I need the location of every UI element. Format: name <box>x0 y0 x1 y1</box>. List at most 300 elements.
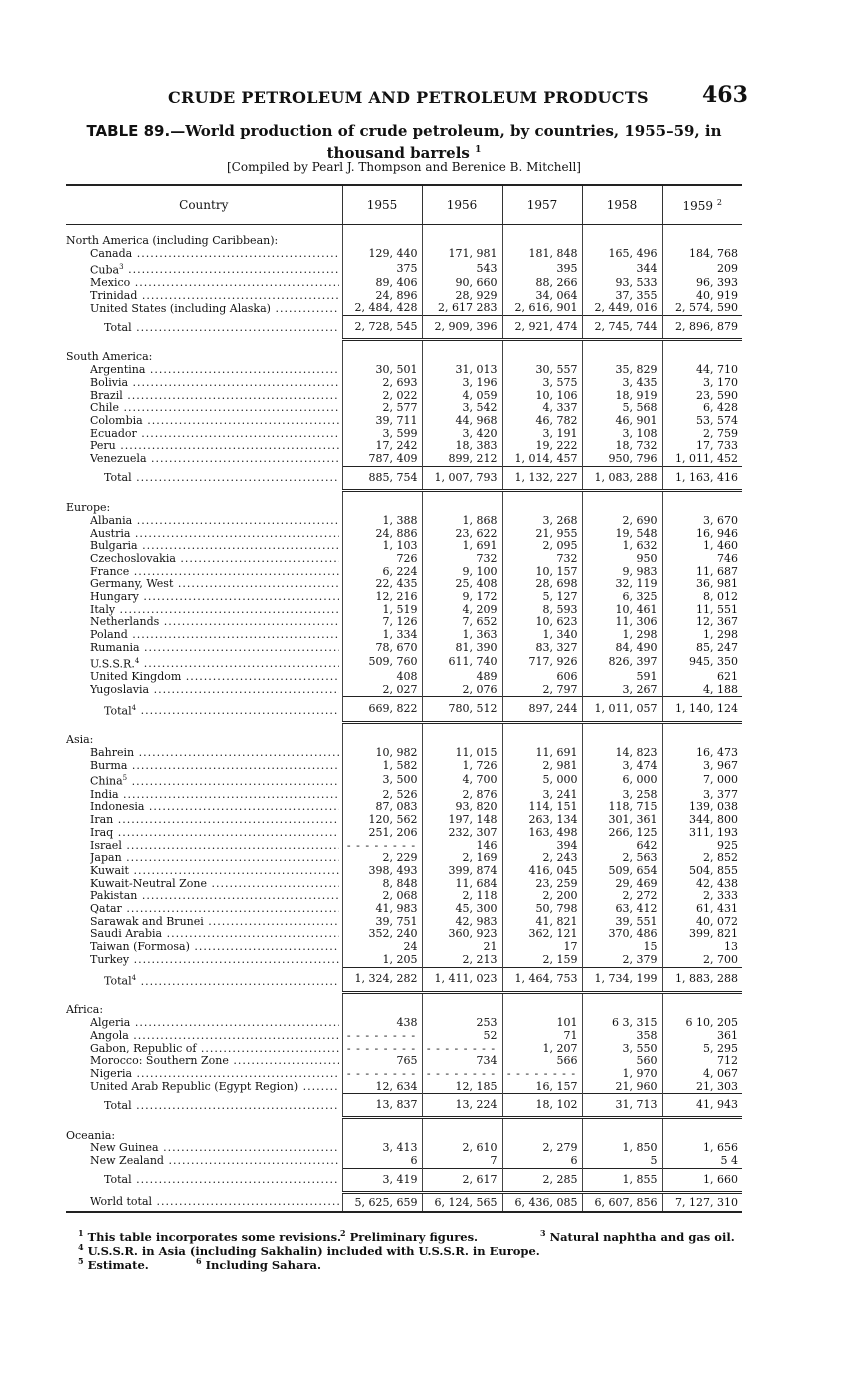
country-name: Venezuela <box>90 453 147 466</box>
group-heading: Africa: <box>66 1004 104 1017</box>
total-row <box>66 1094 742 1118</box>
value-cell: 50, 798 <box>502 903 582 916</box>
value-cell: 2, 759 <box>662 428 742 441</box>
world-total-value: 6, 436, 085 <box>502 1192 582 1212</box>
country-name: China <box>90 775 123 789</box>
table-row <box>66 377 742 390</box>
value-cell: 3, 191 <box>502 428 582 441</box>
col-header-1959 <box>662 185 742 225</box>
value-cell: 611, 740 <box>422 655 502 671</box>
country-leader <box>90 277 339 290</box>
value-cell: 85, 247 <box>662 642 742 655</box>
country-cell <box>66 827 342 840</box>
country-cell <box>66 566 342 579</box>
country-cell <box>66 248 342 261</box>
spacer-cell <box>662 490 742 502</box>
value-cell: 23, 622 <box>422 528 502 541</box>
total-value-cell: 2, 745, 744 <box>582 316 662 340</box>
spacer-cell <box>66 722 342 734</box>
value-cell: 17 <box>502 941 582 954</box>
country-leader <box>90 248 339 261</box>
country-leader <box>90 840 339 853</box>
col-header-1957: 1957 <box>502 185 582 225</box>
value-cell: 146 <box>422 840 502 853</box>
country-name: Nigeria <box>90 1068 133 1081</box>
value-cell: 3, 377 <box>662 789 742 802</box>
group-heading-row <box>66 502 742 515</box>
total-value-cell: 1, 411, 023 <box>422 967 502 993</box>
table-row <box>66 1055 742 1068</box>
value-cell: 139, 038 <box>662 801 742 814</box>
total-value-cell: 2, 285 <box>502 1168 582 1192</box>
country-name: Czechoslovakia <box>90 552 176 565</box>
value-cell: 11, 684 <box>422 878 502 891</box>
world-total-label: World total <box>90 1195 153 1209</box>
country-cell <box>66 1081 342 1094</box>
world-total-row <box>66 1192 742 1212</box>
value-cell: 560 <box>582 1055 662 1068</box>
value-cell: 408 <box>342 671 422 684</box>
footnote-1: This table incorporates some revisions. <box>87 1229 342 1244</box>
table-title <box>66 122 742 163</box>
value-cell: 120, 562 <box>342 814 422 827</box>
total-value-cell: 1, 883, 288 <box>662 967 742 993</box>
value-cell: 1, 656 <box>662 1142 742 1155</box>
table-row <box>66 1081 742 1094</box>
table-row <box>66 655 742 671</box>
table-row <box>66 1155 742 1168</box>
value-cell: 4, 700 <box>422 772 502 788</box>
total-value-cell: 669, 822 <box>342 697 422 723</box>
total-value-cell: 3, 419 <box>342 1168 422 1192</box>
country-name: Peru <box>90 440 116 453</box>
country-name: New Guinea <box>90 1142 159 1155</box>
value-cell: 6 10, 205 <box>662 1017 742 1030</box>
value-cell: 36, 981 <box>662 578 742 591</box>
total-leader <box>104 317 339 339</box>
country-leader <box>90 290 339 303</box>
country-name: Sarawak and Brunei <box>90 915 204 928</box>
value-cell: 9, 172 <box>422 591 502 604</box>
country-leader <box>90 801 339 814</box>
country-name: Poland <box>90 629 128 642</box>
total-value-cell: 18, 102 <box>502 1094 582 1118</box>
value-cell: 7, 000 <box>662 772 742 788</box>
value-cell: 96, 393 <box>662 277 742 290</box>
spacer-cell <box>342 722 422 734</box>
table-row <box>66 1142 742 1155</box>
country-cell <box>66 903 342 916</box>
total-value-cell: 1, 083, 288 <box>582 466 662 490</box>
spacer-cell <box>422 490 502 502</box>
value-cell: 2, 379 <box>582 954 662 967</box>
value-cell: 3, 241 <box>502 789 582 802</box>
group-heading: North America (including Caribbean): <box>66 235 279 248</box>
country-cell <box>66 364 342 377</box>
total-row <box>66 697 742 723</box>
total-label: Total <box>104 320 132 334</box>
value-cell: 732 <box>422 553 502 566</box>
country-leader <box>90 954 339 967</box>
value-cell: 84, 490 <box>582 642 662 655</box>
country-name: Netherlands <box>90 616 160 629</box>
empty-cell <box>502 734 582 747</box>
value-cell: 566 <box>502 1055 582 1068</box>
country-leader <box>90 1017 339 1030</box>
col-header-1959-label: 1959 <box>682 198 714 213</box>
col-header-1955: 1955 <box>342 185 422 225</box>
value-cell: 18, 919 <box>582 390 662 403</box>
value-cell: 362, 121 <box>502 928 582 941</box>
country-name: Angola <box>90 1029 129 1042</box>
value-cell: 40, 919 <box>662 290 742 303</box>
value-cell: 93, 533 <box>582 277 662 290</box>
group-heading: Oceania: <box>66 1129 116 1142</box>
value-cell: - - - - - - - - <box>342 1030 422 1043</box>
value-cell: 945, 350 <box>662 655 742 671</box>
total-value-cell: 13, 224 <box>422 1094 502 1118</box>
value-cell: 398, 493 <box>342 865 422 878</box>
country-name: United Kingdom <box>90 670 182 683</box>
total-label: Total <box>104 704 132 718</box>
value-cell: 32, 119 <box>582 578 662 591</box>
spacer-cell <box>422 1118 502 1130</box>
empty-cell <box>502 502 582 515</box>
country-name: Japan <box>90 852 122 865</box>
table-row <box>66 604 742 617</box>
spacer-cell <box>66 993 342 1005</box>
value-cell: 3, 550 <box>582 1043 662 1056</box>
total-value-cell: 1, 132, 227 <box>502 466 582 490</box>
country-cell <box>66 390 342 403</box>
table-row <box>66 840 742 853</box>
table-row <box>66 642 742 655</box>
value-cell: 45, 300 <box>422 903 502 916</box>
value-cell: 2, 027 <box>342 684 422 697</box>
value-cell: 358 <box>582 1030 662 1043</box>
spacer-cell <box>66 1118 342 1130</box>
country-cell <box>66 814 342 827</box>
spacer-row <box>66 993 742 1005</box>
value-cell: 399, 821 <box>662 928 742 941</box>
footnote-ref: 5 <box>122 774 128 783</box>
world-total-value: 7, 127, 310 <box>662 1192 742 1212</box>
value-cell: 2, 213 <box>422 954 502 967</box>
value-cell: 3, 599 <box>342 428 422 441</box>
country-name: Kuwait <box>90 864 129 877</box>
value-cell: 726 <box>342 553 422 566</box>
country-cell <box>66 801 342 814</box>
value-cell: 925 <box>662 840 742 853</box>
table-row <box>66 1043 742 1056</box>
value-cell: 543 <box>422 261 502 277</box>
value-cell: 1, 340 <box>502 629 582 642</box>
country-cell <box>66 604 342 617</box>
value-cell: 504, 855 <box>662 865 742 878</box>
country-cell <box>66 440 342 453</box>
spacer-cell <box>422 722 502 734</box>
country-leader <box>90 553 339 566</box>
value-cell: 21, 960 <box>582 1081 662 1094</box>
page-header <box>0 82 863 112</box>
value-cell: 83, 327 <box>502 642 582 655</box>
group-heading-row <box>66 351 742 364</box>
value-cell: 361 <box>662 1030 742 1043</box>
value-cell: 2, 563 <box>582 852 662 865</box>
value-cell: 42, 438 <box>662 878 742 891</box>
country-name: Yugoslavia <box>90 683 150 696</box>
table-row <box>66 364 742 377</box>
country-leader <box>90 377 339 390</box>
total-value-cell: 2, 617 <box>422 1168 502 1192</box>
value-cell: 16, 157 <box>502 1081 582 1094</box>
country-leader <box>90 827 339 840</box>
spacer-cell <box>582 993 662 1005</box>
value-cell: 39, 711 <box>342 415 422 428</box>
value-cell: 732 <box>502 553 582 566</box>
table-row <box>66 1030 742 1043</box>
total-value-cell: 41, 943 <box>662 1094 742 1118</box>
value-cell: 826, 397 <box>582 655 662 671</box>
table-row <box>66 865 742 878</box>
country-leader <box>90 566 339 579</box>
value-cell: 712 <box>662 1055 742 1068</box>
table-title-line2: thousand barrels <box>326 144 470 162</box>
value-cell: 81, 390 <box>422 642 502 655</box>
value-cell: 489 <box>422 671 502 684</box>
value-cell: 2, 279 <box>502 1142 582 1155</box>
total-value-cell: 1, 855 <box>582 1168 662 1192</box>
country-name: Indonesia <box>90 801 145 814</box>
spacer-cell <box>662 225 742 236</box>
table-row <box>66 440 742 453</box>
value-cell: 40, 072 <box>662 916 742 929</box>
value-cell: 30, 501 <box>342 364 422 377</box>
value-cell: 2, 876 <box>422 789 502 802</box>
country-leader <box>90 390 339 403</box>
table-row <box>66 415 742 428</box>
value-cell: 4, 188 <box>662 684 742 697</box>
spacer-cell <box>502 340 582 352</box>
value-cell: 1, 582 <box>342 760 422 773</box>
total-leader <box>104 967 339 993</box>
country-leader <box>90 616 339 629</box>
total-leader <box>104 467 339 489</box>
col-header-1956: 1956 <box>422 185 502 225</box>
empty-cell <box>662 502 742 515</box>
value-cell: 1, 207 <box>502 1043 582 1056</box>
table-row <box>66 402 742 415</box>
value-cell: 765 <box>342 1055 422 1068</box>
country-cell <box>66 747 342 760</box>
total-row <box>66 967 742 993</box>
value-cell: 4, 337 <box>502 402 582 415</box>
footnote-4: U.S.S.R. in Asia (including Sakhalin) included with U.S.S.R. in Europe. <box>87 1243 540 1258</box>
value-cell: 10, 157 <box>502 566 582 579</box>
total-value-cell: 1, 660 <box>662 1168 742 1192</box>
value-cell: 3, 258 <box>582 789 662 802</box>
country-leader <box>90 890 339 903</box>
country-cell <box>66 916 342 929</box>
table-row <box>66 1017 742 1030</box>
country-name: Trinidad <box>90 289 138 302</box>
country-leader <box>90 453 339 466</box>
value-cell: 3, 542 <box>422 402 502 415</box>
empty-cell <box>582 1129 662 1142</box>
value-cell: 232, 307 <box>422 827 502 840</box>
empty-cell <box>502 235 582 248</box>
country-name: Austria <box>90 527 131 540</box>
value-cell: 24, 896 <box>342 290 422 303</box>
value-cell: 28, 929 <box>422 290 502 303</box>
value-cell: 1, 850 <box>582 1142 662 1155</box>
table-row <box>66 390 742 403</box>
spacer-cell <box>662 722 742 734</box>
table-row <box>66 566 742 579</box>
value-cell: 93, 820 <box>422 801 502 814</box>
spacer-cell <box>502 993 582 1005</box>
country-cell <box>66 261 342 277</box>
value-cell: 591 <box>582 671 662 684</box>
spacer-row <box>66 225 742 236</box>
country-cell <box>66 760 342 773</box>
footnote-3: Natural naphtha and gas oil. <box>549 1229 735 1244</box>
empty-cell <box>662 734 742 747</box>
country-cell <box>66 591 342 604</box>
total-label-cell <box>66 466 342 490</box>
value-cell: 2, 449, 016 <box>582 302 662 315</box>
value-cell: 2, 272 <box>582 890 662 903</box>
value-cell: 19, 548 <box>582 528 662 541</box>
value-cell: 3, 267 <box>582 684 662 697</box>
value-cell: 6, 224 <box>342 566 422 579</box>
country-leader <box>90 772 339 788</box>
country-name: Albania <box>90 514 133 527</box>
value-cell: 1, 014, 457 <box>502 453 582 466</box>
country-name: India <box>90 788 119 801</box>
value-cell: 3, 108 <box>582 428 662 441</box>
value-cell: 6 <box>502 1155 582 1168</box>
value-cell: 46, 901 <box>582 415 662 428</box>
table-row <box>66 591 742 604</box>
value-cell: - - - - - - - - <box>422 1043 502 1056</box>
value-cell: 7, 126 <box>342 616 422 629</box>
spacer-cell <box>422 993 502 1005</box>
country-name: Rumania <box>90 641 140 654</box>
group-heading-row <box>66 734 742 747</box>
value-cell: 23, 259 <box>502 878 582 891</box>
country-leader <box>90 903 339 916</box>
country-leader <box>90 540 339 553</box>
table-header-row <box>66 185 742 225</box>
country-name: Israel <box>90 839 122 852</box>
value-cell: 2, 700 <box>662 954 742 967</box>
country-cell <box>66 290 342 303</box>
value-cell: 44, 710 <box>662 364 742 377</box>
value-cell: 9, 983 <box>582 566 662 579</box>
footnote-line-3: $^5$ Estimate. $^6$ Including Sahara. <box>78 1256 321 1272</box>
value-cell: 6 3, 315 <box>582 1017 662 1030</box>
total-label-cell <box>66 967 342 993</box>
value-cell: 2, 617 283 <box>422 302 502 315</box>
value-cell: 2, 981 <box>502 760 582 773</box>
table-row <box>66 277 742 290</box>
total-label: Total <box>104 1173 132 1187</box>
table-row <box>66 772 742 788</box>
value-cell: 1, 334 <box>342 629 422 642</box>
value-cell: 360, 923 <box>422 928 502 941</box>
value-cell: 950, 796 <box>582 453 662 466</box>
empty-cell <box>342 235 422 248</box>
country-name: Argentina <box>90 364 146 377</box>
value-cell: 3, 474 <box>582 760 662 773</box>
production-table-wrapper <box>66 184 742 1213</box>
value-cell: 4, 067 <box>662 1068 742 1081</box>
table-row <box>66 261 742 277</box>
value-cell: 734 <box>422 1055 502 1068</box>
country-leader <box>90 1155 339 1168</box>
country-leader <box>90 1068 339 1081</box>
value-cell: 24 <box>342 941 422 954</box>
value-cell: 37, 355 <box>582 290 662 303</box>
value-cell: 2, 118 <box>422 890 502 903</box>
country-leader <box>90 578 339 591</box>
value-cell: 2, 243 <box>502 852 582 865</box>
value-cell: 11, 551 <box>662 604 742 617</box>
total-leader <box>104 1095 339 1117</box>
value-cell: 209 <box>662 261 742 277</box>
country-leader <box>90 642 339 655</box>
value-cell: 11, 015 <box>422 747 502 760</box>
value-cell: 44, 968 <box>422 415 502 428</box>
country-leader <box>90 1142 339 1155</box>
page-number: 463 <box>702 82 748 108</box>
value-cell: 3, 413 <box>342 1142 422 1155</box>
country-leader <box>90 916 339 929</box>
value-cell: 3, 435 <box>582 377 662 390</box>
country-leader <box>90 941 339 954</box>
value-cell: 78, 670 <box>342 642 422 655</box>
value-cell: 2, 484, 428 <box>342 302 422 315</box>
value-cell: 34, 064 <box>502 290 582 303</box>
total-value-cell: 885, 754 <box>342 466 422 490</box>
group-heading-row <box>66 1129 742 1142</box>
value-cell: 21, 955 <box>502 528 582 541</box>
footnote-ref: 3 <box>119 262 124 271</box>
empty-cell <box>662 1004 742 1017</box>
value-cell: 3, 170 <box>662 377 742 390</box>
value-cell: 263, 134 <box>502 814 582 827</box>
country-cell <box>66 377 342 390</box>
value-cell: 606 <box>502 671 582 684</box>
table-row <box>66 629 742 642</box>
value-cell: 171, 981 <box>422 248 502 261</box>
country-cell <box>66 789 342 802</box>
group-heading: Europe: <box>66 501 111 514</box>
table-row <box>66 302 742 315</box>
country-cell <box>66 1155 342 1168</box>
value-cell: 1, 970 <box>582 1068 662 1081</box>
value-cell: 7 <box>422 1155 502 1168</box>
country-name: Bahrein <box>90 746 135 759</box>
value-cell: 344 <box>582 261 662 277</box>
table-row <box>66 671 742 684</box>
world-total-value: 5, 625, 659 <box>342 1192 422 1212</box>
country-cell <box>66 941 342 954</box>
country-name: Kuwait-Neutral Zone <box>90 877 208 890</box>
value-cell: 6, 325 <box>582 591 662 604</box>
value-cell: 3, 500 <box>342 772 422 788</box>
